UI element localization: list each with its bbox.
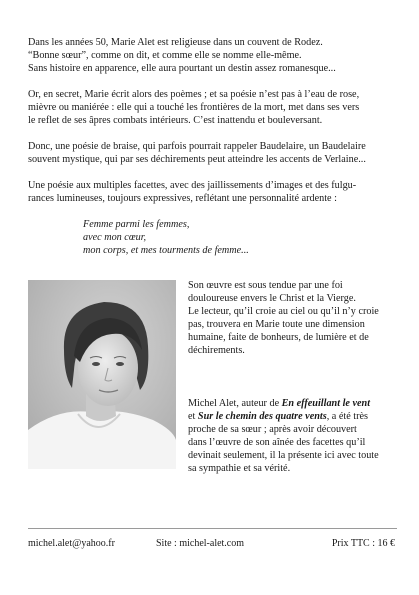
price: Prix TTC : 16 € <box>331 538 395 549</box>
text-line: douloureuse envers le Christ et la Vierge. <box>188 293 356 304</box>
text-line <box>188 410 398 423</box>
text-line: le reflet de ses âpres combats intérieurs. C’est inattendu et bouleversant. <box>28 115 323 126</box>
text-line: mièvre ou maniérée : elle qui a touché les frontières de la mort, met dans ses vers <box>28 102 360 113</box>
photo-and-blurb <box>28 280 394 475</box>
secret-poems-paragraph <box>28 88 394 127</box>
text-line: rances lumineuses, toujours expressives, reflétant une personnalité ardente : <box>28 193 337 204</box>
author-rest: , a été très <box>326 411 368 422</box>
text-line: Le lecteur, qu’il croie au ciel ou qu’il n’y croie <box>188 306 379 317</box>
text-line: pas, trouvera en Marie toute une dimension <box>188 319 365 330</box>
text-line: Sans histoire en apparence, elle aura pourtant un destin assez romanesque... <box>28 63 336 74</box>
blurb-column <box>188 279 398 475</box>
author-paragraph <box>188 397 398 475</box>
text-line: Une poésie aux multiples facettes, avec des jaillissements d’images et des fulgu- <box>28 180 357 191</box>
intro-paragraph <box>28 36 394 75</box>
quote-line: mon corps, et mes tourments de femme... <box>83 245 249 256</box>
text-line: Or, en secret, Marie écrit alors des poèmes ; et sa poésie n’est pas à l’eau de rose, <box>28 89 360 100</box>
text-line: souvent mystique, qui par ses déchirements peut atteindre les accents de Verlaine... <box>28 154 366 165</box>
text-line: devinait seulement, il la présente ici avec toute <box>188 450 379 461</box>
author-email: michel.alet@yahoo.fr <box>28 538 115 549</box>
text-line: humaine, faite de bonheurs, de lumière et de <box>188 332 369 343</box>
quote-line: avec mon cœur, <box>83 232 147 243</box>
book-title-chemin: Sur le chemin des quatre vents <box>197 411 327 422</box>
author-intro: Michel Alet, auteur de <box>188 398 282 409</box>
baudelaire-paragraph <box>28 140 394 166</box>
text-line: Son œuvre est sous tendue par une foi <box>188 280 343 291</box>
text-line: Dans les années 50, Marie Alet est religieuse dans un couvent de Rodez. <box>28 37 323 48</box>
faith-paragraph <box>188 279 398 357</box>
portrait-image <box>28 280 176 469</box>
author-conj: et <box>188 411 198 422</box>
book-title-effeuillant: En effeuillant le vent <box>281 398 371 409</box>
text-line: Donc, une poésie de braise, qui parfois pourrait rappeler Baudelaire, un Baudelaire <box>28 141 366 152</box>
footer-divider <box>28 528 397 529</box>
portrait-photo <box>28 280 176 469</box>
text-line: sa sympathie et sa vérité. <box>188 463 291 474</box>
quote-line: Femme parmi les femmes, <box>83 219 190 230</box>
text-line: dans l’œuvre de son aînée des facettes qu’il <box>188 437 366 448</box>
text-line <box>188 397 398 410</box>
main-text <box>28 36 394 475</box>
facets-paragraph <box>28 179 394 205</box>
poem-quote <box>83 218 394 257</box>
text-line: déchirements. <box>188 345 245 356</box>
website: Site : michel-alet.com <box>156 538 245 549</box>
text-line: “Bonne sœur”, comme on dit, et comme elle se nomme elle-même. <box>28 50 302 61</box>
spacer <box>188 357 398 397</box>
text-line: proche de sa sœur ; après avoir découvert <box>188 424 357 435</box>
